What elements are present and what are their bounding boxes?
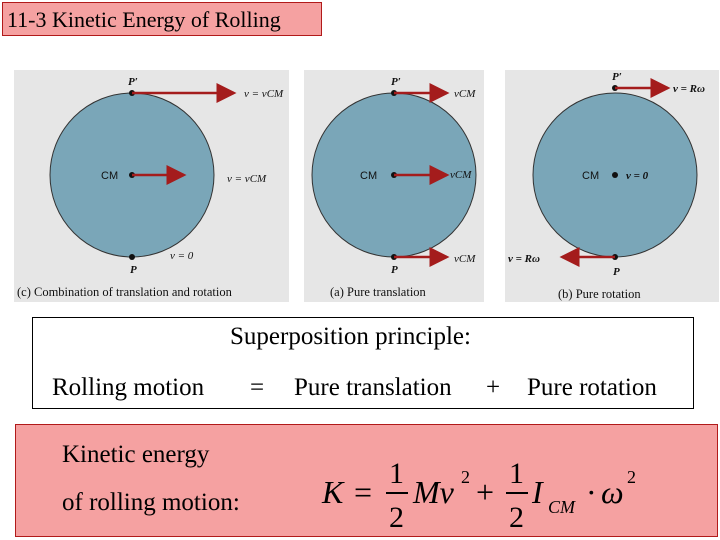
top-velocity-label: vCM: [454, 88, 476, 100]
formula-dot: ·: [586, 474, 597, 510]
point-center-dot: [612, 172, 618, 178]
pure-translation-term: Pure translation: [294, 374, 452, 401]
figure-caption: (b) Pure rotation: [558, 287, 641, 301]
center-velocity-label: vCM: [450, 169, 472, 181]
equals-sign: =: [250, 374, 265, 401]
formula-square-1: 2: [461, 467, 470, 487]
formula-equals: =: [354, 474, 373, 510]
center-label: CM: [360, 170, 378, 182]
formula-numerator-1: 1: [389, 457, 404, 490]
formula-square-2: 2: [627, 467, 636, 487]
formula-i: I: [532, 474, 543, 510]
bottom-velocity-label: v = 0: [170, 250, 194, 262]
point-bottom-dot: [129, 254, 135, 260]
figure-caption: (c) Combination of translation and rotation: [17, 285, 232, 299]
bottom-point-label: P: [613, 266, 620, 278]
superposition-title: Superposition principle:: [230, 323, 471, 350]
rolling-motion-label: of rolling motion:: [62, 489, 240, 516]
top-point-label: P′: [128, 76, 138, 88]
formula-cm-subscript: CM: [548, 497, 575, 517]
slide-title-box: [2, 2, 322, 36]
figure-combination: [14, 70, 289, 302]
bottom-velocity-label: v = Rω: [508, 253, 540, 265]
top-velocity-label: v = Rω: [673, 83, 705, 95]
superposition-box: [32, 317, 694, 409]
figure-rotation: [505, 70, 719, 302]
slide-title: 11-3 Kinetic Energy of Rolling: [7, 7, 281, 32]
bottom-point-label: P: [130, 264, 137, 276]
rolling-motion-term: Rolling motion: [52, 374, 205, 401]
center-label: CM: [582, 170, 600, 182]
plus-sign: +: [486, 374, 501, 401]
pure-rotation-term: Pure rotation: [527, 374, 657, 401]
formula-denominator-1: 2: [389, 501, 404, 533]
kinetic-energy-formula: [316, 443, 676, 533]
center-label: CM: [101, 170, 119, 182]
kinetic-energy-label: Kinetic energy: [62, 441, 210, 468]
top-velocity-label: v = vCM: [244, 88, 284, 100]
bottom-point-label: P: [391, 264, 398, 276]
formula-denominator-2: 2: [509, 501, 524, 533]
formula-k: K: [322, 474, 344, 510]
kinetic-energy-box: [15, 424, 718, 537]
center-velocity-label: v = vCM: [227, 173, 267, 185]
formula-numerator-2: 1: [509, 457, 524, 490]
formula-mv: Mv: [413, 474, 454, 510]
figure-caption: (a) Pure translation: [330, 285, 426, 299]
top-point-label: P′: [612, 71, 622, 83]
bottom-velocity-label: vCM: [454, 253, 476, 265]
formula-omega: ω: [601, 474, 624, 510]
figure-translation: [304, 70, 484, 302]
center-velocity-label: v = 0: [626, 170, 649, 182]
formula-plus: +: [476, 474, 495, 510]
top-point-label: P′: [391, 76, 401, 88]
